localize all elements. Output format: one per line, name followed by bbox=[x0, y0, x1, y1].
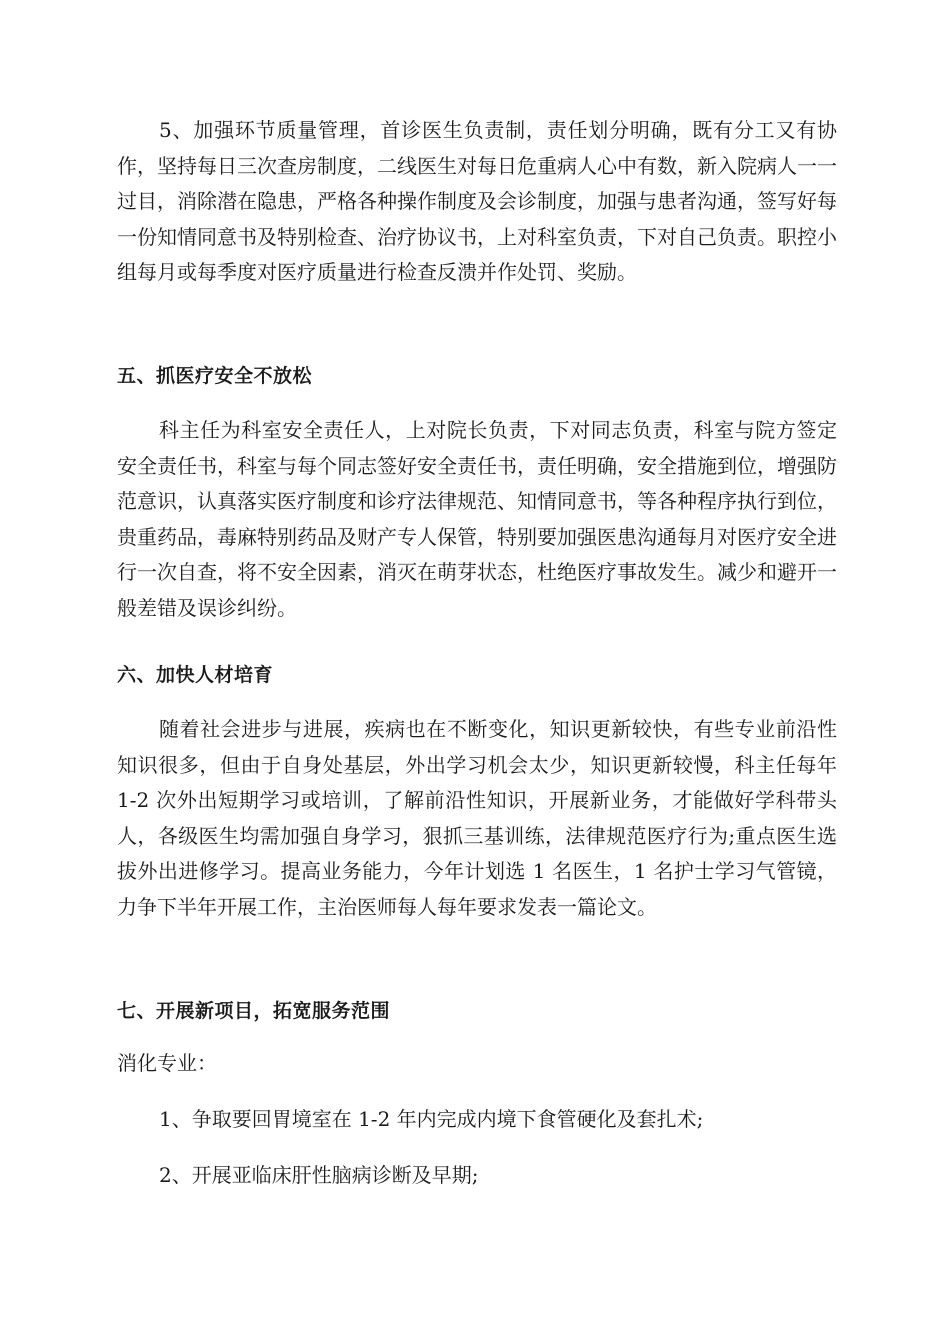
list-item: 2、开展亚临床肝性脑病诊断及早期; bbox=[159, 1163, 479, 1187]
paragraph-medical-safety: 科主任为科室安全责任人，上对院长负责，下对同志负责，科室与院方签定安全责任书，科室与每个同志签好安全责任书，责任明确，安全措施到位，增强防范意识，认真落实医疗制度和诊疗法律规范、知情同意书，等各种程序执行到位，贵重药品，毒麻特别药品及财产专人保管，特别要加强医患沟通每月对医疗安全进行一次自查，将不安全因素，消灭在萌芽状态，杜绝医疗事故发生。减少和避开一般差错及误诊纠纷。 bbox=[117, 418, 837, 620]
heading-section-5: 五、抓医疗安全不放松 bbox=[117, 365, 313, 387]
paragraph-talent-training: 随着社会进步与进展，疾病也在不断变化，知识更新较快，有些专业前沿性知识很多，但由于自身处基层，外出学习机会太少，知识更新较慢，科主任每年 1-2 次外出短期学习或培训，了解前沿性知识，开展新业务，才能做好学科带头人，各级医生均需加强自身学习，狠抓三基训练，法律规范医疗行为;重点医生选拔外出进修学习。提高业务能力，今年计划选 1 名医生，1 名护士学习气管镜，力争下半年开展工作，主治医师每人每年要求发表一篇论文。 bbox=[117, 717, 837, 919]
heading-section-7: 七、开展新项目，拓宽服务范围 bbox=[117, 1000, 391, 1022]
paragraph-quality-management: 5、加强环节质量管理，首诊医生负责制，责任划分明确，既有分工又有协作，坚持每日三次查房制度，二线医生对每日危重病人心中有数，新入院病人一一过目，消除潜在隐患，严格各种操作制度及会诊制度，加强与患者沟通，签写好每一份知情同意书及特别检查、治疗协议书，上对科室负责，下对自己负责。职控小组每月或每季度对医疗质量进行检查反溃并作处罚、奖励。 bbox=[117, 118, 837, 284]
sub-label-digestive: 消化专业： bbox=[117, 1051, 217, 1075]
list-item: 1、争取要回胃境室在 1-2 年内完成内境下食管硬化及套扎术; bbox=[159, 1107, 704, 1131]
heading-section-6: 六、加快人材培育 bbox=[117, 664, 274, 686]
